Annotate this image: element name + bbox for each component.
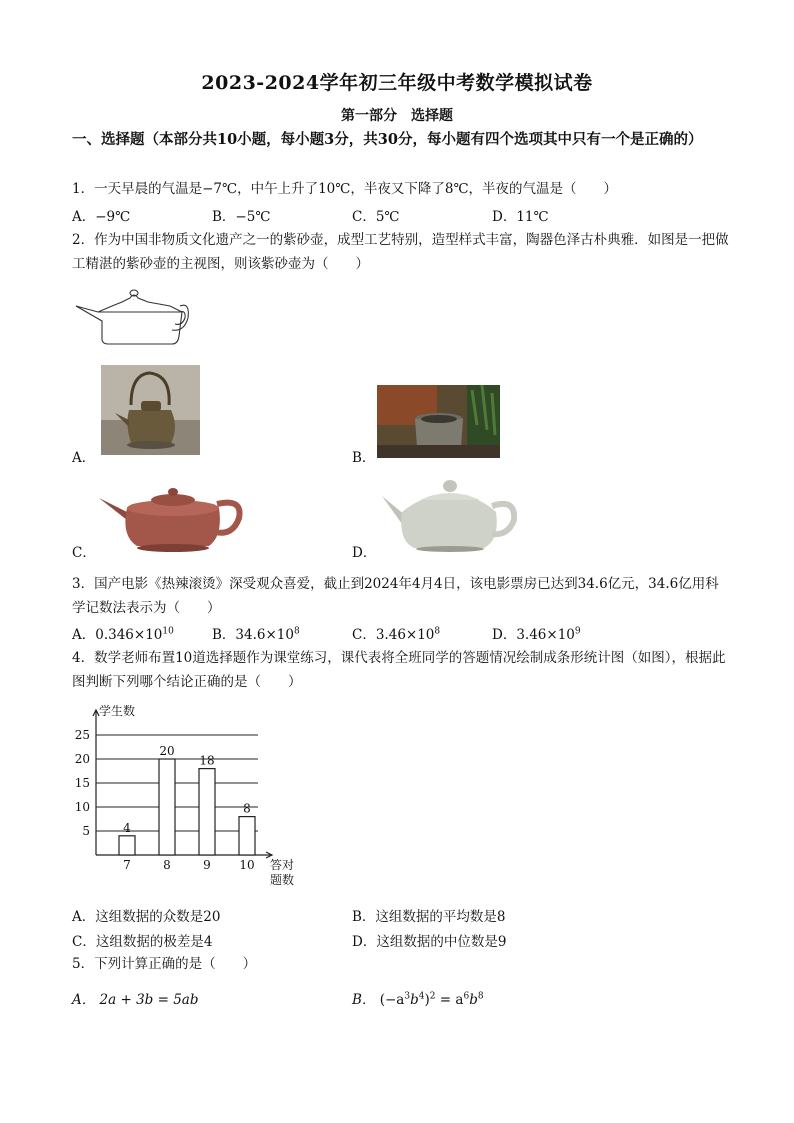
y-tick-label: 20 — [74, 752, 90, 766]
q2-option-d-label[interactable]: D． — [352, 545, 377, 561]
q1-option-d[interactable]: D．11℃ — [492, 209, 549, 225]
bar-10 — [239, 817, 255, 855]
y-tick-label: 25 — [74, 728, 90, 742]
q3-option-b[interactable]: B．$34.6\times 10^8$ — [212, 626, 300, 643]
option-a-bronze-kettle-photo[interactable] — [101, 365, 200, 455]
q1-stem: 1．一天早晨的气温是−7℃，中午上升了10℃，半夜又下降了8℃，半夜的气温是（ ） — [72, 181, 618, 197]
q4-option-c[interactable]: C．这组数据的极差是4 — [72, 934, 213, 950]
x-axis-label: 题数 — [270, 873, 295, 887]
q2-option-a-label[interactable]: A． — [72, 450, 96, 466]
bar-7 — [119, 836, 135, 855]
data-label: 20 — [159, 744, 175, 758]
x-axis-label: 答对 — [270, 858, 295, 872]
q1-option-b[interactable]: B．−5℃ — [212, 209, 271, 225]
y-tick-label: 10 — [74, 800, 90, 814]
part-heading: 第一部分 选择题 — [341, 108, 453, 124]
y-axis-label: 学生数 — [99, 704, 136, 718]
bar-8 — [159, 759, 175, 855]
q1-option-a[interactable]: A．−9℃ — [72, 209, 131, 225]
data-label: 8 — [243, 801, 251, 816]
section-heading: 一、选择题（本部分共10小题，每小题3分，共30分，每小题有四个选项其中只有一个是正确的） — [72, 131, 703, 148]
q2-option-c-label[interactable]: C． — [72, 545, 96, 561]
option-d-white-porcelain-teapot-photo[interactable] — [380, 476, 517, 553]
data-label: 18 — [199, 753, 215, 768]
option-b-stone-basin-photo[interactable] — [377, 385, 500, 458]
x-tick-label: 9 — [203, 858, 211, 872]
bar-9 — [199, 769, 215, 855]
q4-option-d[interactable]: D．这组数据的中位数是9 — [352, 934, 507, 950]
page-title: 2023-2024学年初三年级中考数学模拟试卷 — [201, 72, 593, 94]
q4-stem: 4．数学老师布置10道选择题作为课堂练习，课代表将全班同学的答题情况绘制成条形统计图（如图），根据此图判断下列哪个结论正确的是（ ） — [72, 650, 726, 690]
q1-option-c[interactable]: C．5℃ — [352, 209, 400, 225]
q5-option-b[interactable]: B． $(-a^3b^4)^2 = a^6b^8$ — [352, 991, 484, 1008]
teapot-front-view-drawing — [72, 284, 194, 348]
x-tick-label: 7 — [123, 858, 131, 872]
option-c-purple-clay-teapot-photo[interactable] — [97, 478, 245, 555]
q3-option-a[interactable]: A．$0.346\times 10^{10}$ — [72, 626, 174, 643]
y-tick-label: 5 — [82, 824, 90, 838]
q5-option-a[interactable]: A． 2a + 3b = 5ab — [72, 992, 199, 1008]
q3-stem: 3．国产电影《热辣滚烫》深受观众喜爱，截止到2024年4月4日，该电影票房已达到34.6亿元，34.6亿用科学记数法表示为（ ） — [72, 576, 719, 616]
x-tick-label: 8 — [163, 858, 171, 872]
q3-option-c[interactable]: C．$3.46\times 10^8$ — [352, 626, 441, 643]
q2-stem: 2．作为中国非物质文化遗产之一的紫砂壶，成型工艺特别，造型样式丰富，陶器色泽古朴典雅．如图是一把做工精湛的紫砂壶的主视图，则该紫砂壶为（ ） — [72, 232, 729, 272]
data-label: 4 — [123, 820, 131, 835]
q2-option-b-label[interactable]: B． — [352, 450, 376, 466]
y-tick-label: 15 — [74, 776, 90, 790]
x-tick-label: 10 — [239, 858, 255, 872]
q3-option-d[interactable]: D．$3.46\times 10^9$ — [492, 626, 581, 643]
q5-stem: 5．下列计算正确的是（ ） — [72, 956, 257, 972]
q4-option-a[interactable]: A．这组数据的众数是20 — [72, 909, 221, 925]
bar-chart — [70, 700, 310, 895]
q4-option-b[interactable]: B．这组数据的平均数是8 — [352, 909, 506, 925]
